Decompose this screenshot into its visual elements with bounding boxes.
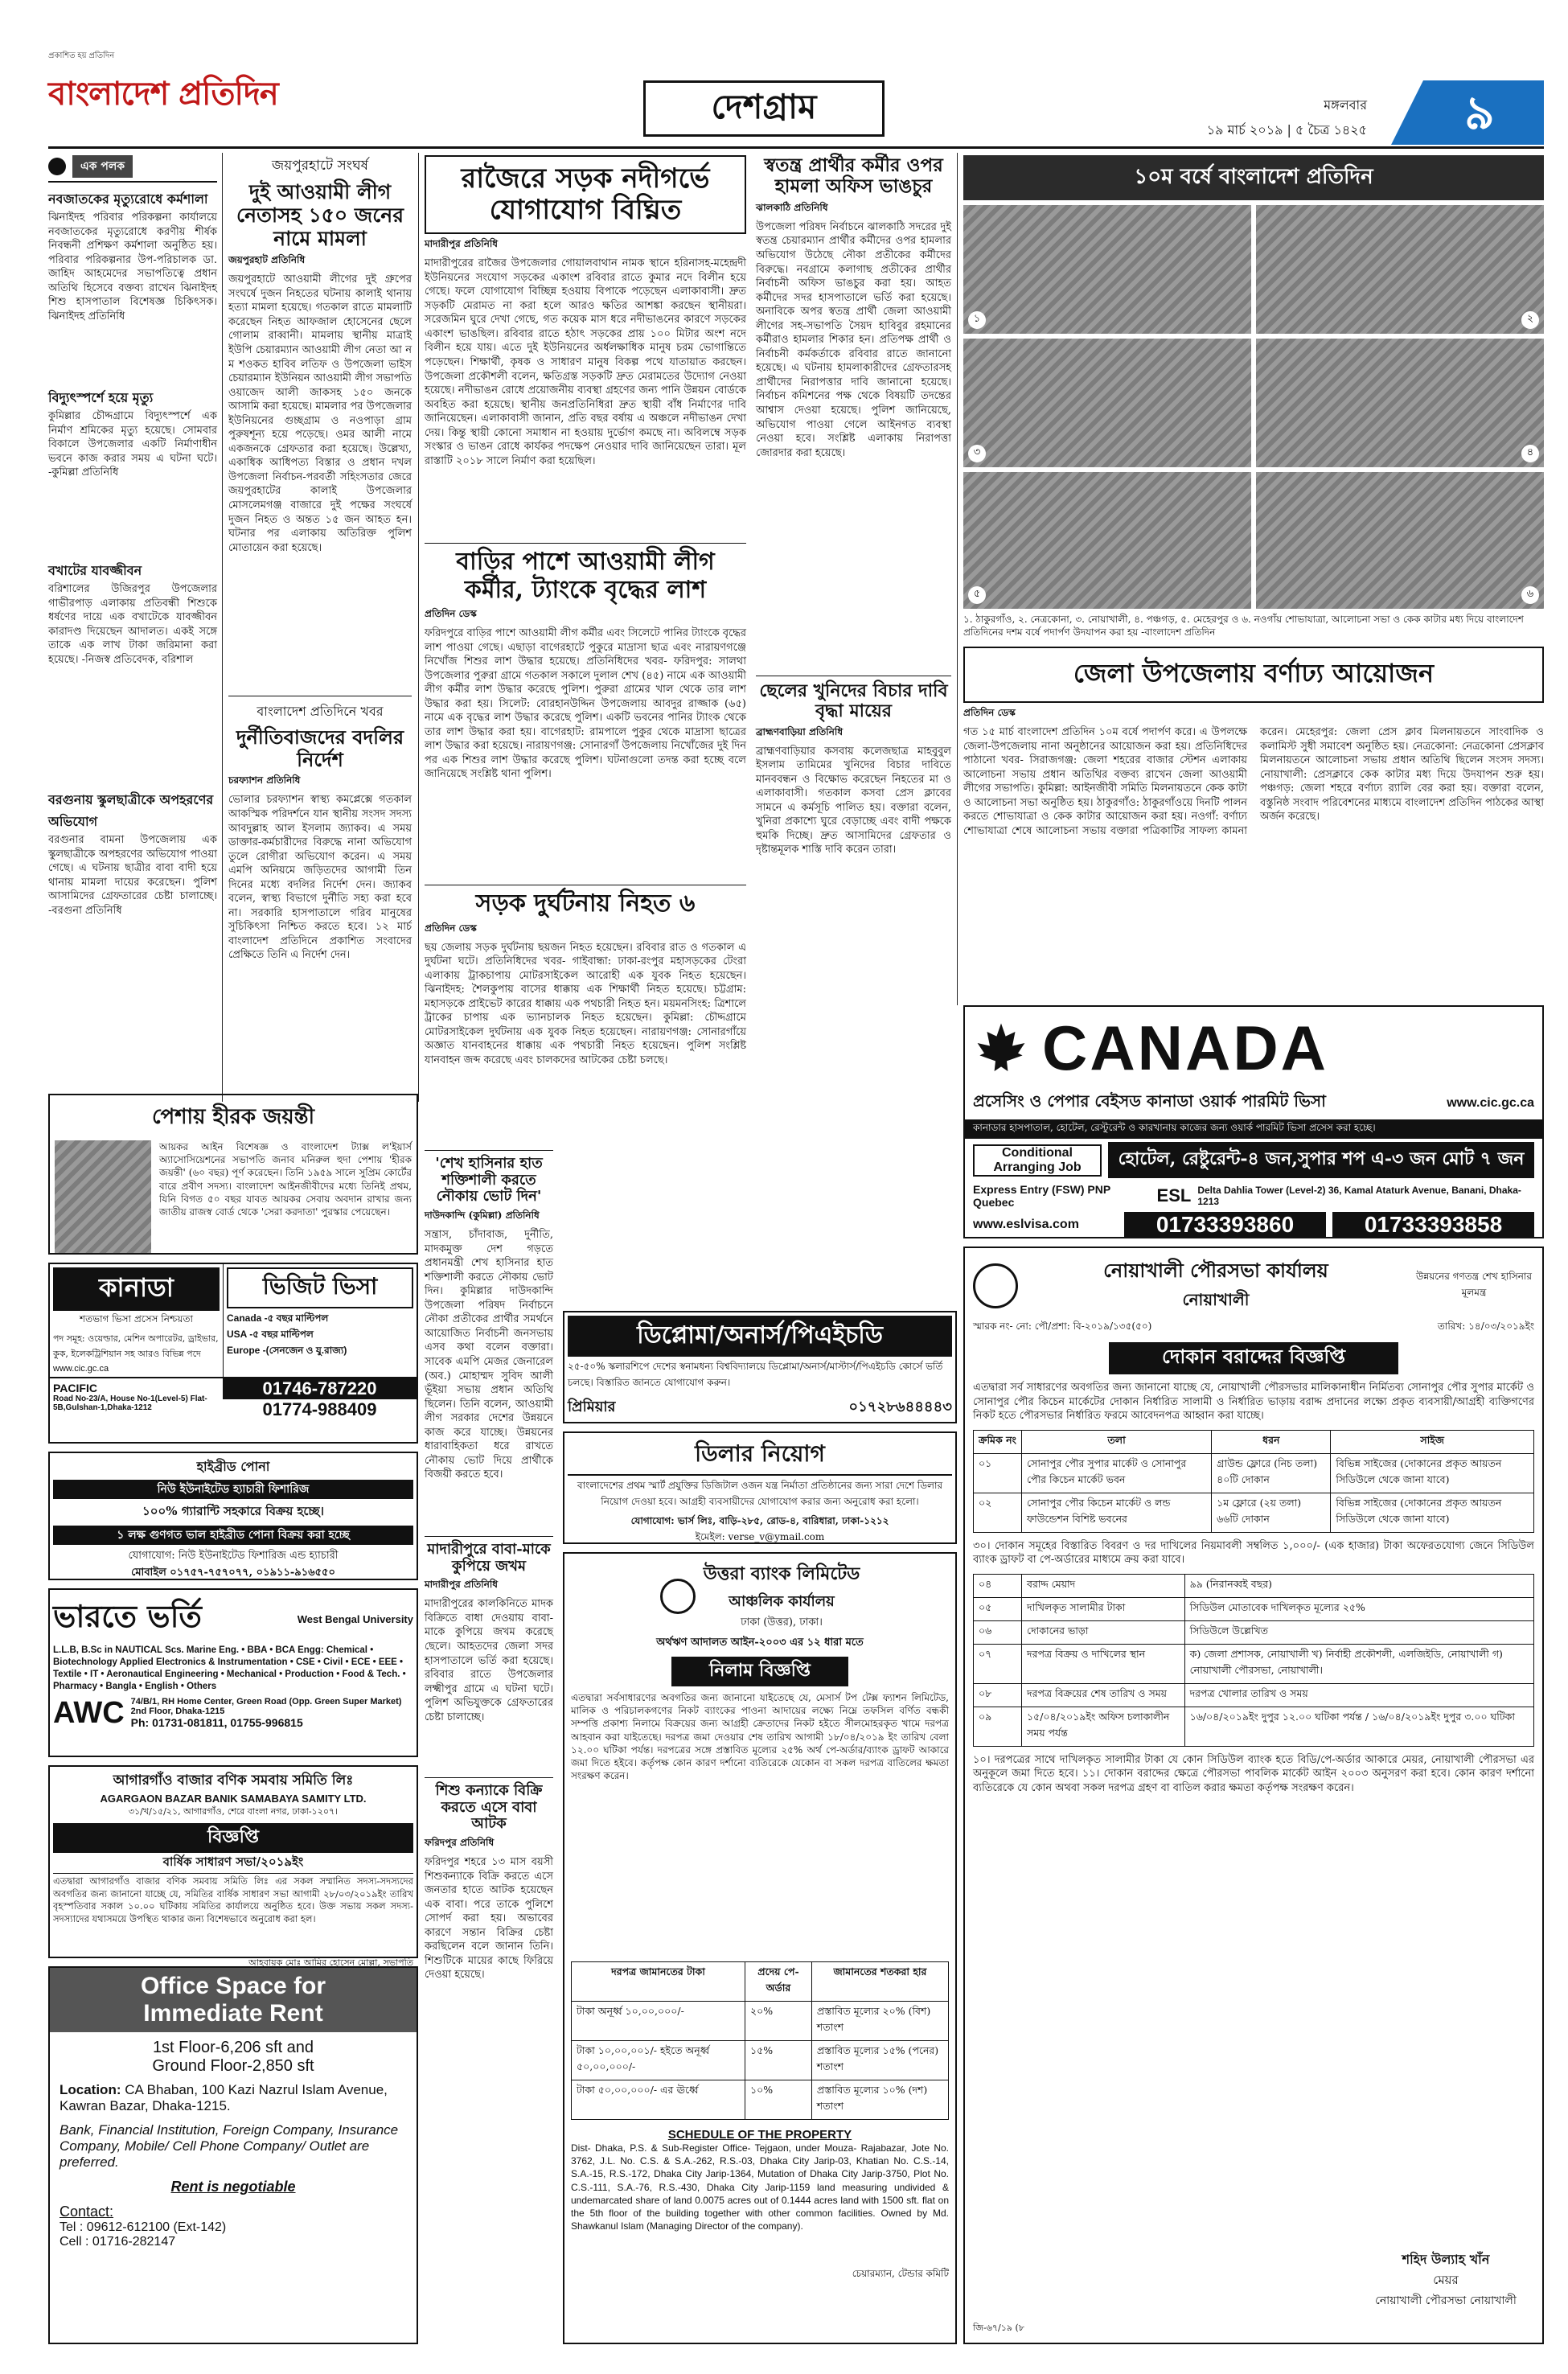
table-cell: দোকানের ভাড়া: [1022, 1620, 1185, 1644]
swatantra-story: [756, 155, 951, 670]
hasina-byline: দাউদকান্দি (কুমিল্লা) প্রতিনিধি: [425, 1210, 540, 1222]
office-title-block: [50, 1968, 417, 2032]
bank-logo-icon: [660, 1579, 696, 1614]
date-block: [1126, 95, 1367, 142]
item-title: বখাটের যাবজ্জীবন: [48, 563, 142, 578]
canada-visa-right: [223, 1264, 417, 1377]
story-body: জয়পুরহাটে আওয়ামী লীগের দুই গ্রুপের সংঘর্ষে দুজন নিহতের ঘটনায় কালাই থানায় হত্যা মামলা হয়েছে। গতকাল রাতে মামলাটি করেছেন নিহত আফজাল হোসেনের ছেলে গোলাম রাব্বানী। মামলায় স্থানীয় মাত্রাই ইউপি চেয়ারম্যান আওয়ামী লীগ নেতা আ ন ম শওকত হাবিব লতিফ ও উপজেলা ভাইস চেয়ারম্যান ইউনিয়ন আওয়ামী লীগ সভাপতি ওয়াজেদ আলী জাকসহ ১৫০ জনকে আসামি করা হয়েছে। মামলার পর উপজেলার ইউনিয়নের গুচ্ছগ্রাম ও নওপাড়া গ্রাম পুরুষশূন্য হয়ে পড়েছে। ওমর আলী নামে একজনকে গ্রেফতার করা হয়েছে। উল্লেখ্য, একাধিক আধিপত্য বিস্তার ও প্রধান দখল উপজেলা নির্বাচন-পরবর্তী সহিংসতার জেরে জয়পুরহাটের কালাই উপজেলার মোসলেমগঞ্জ বাজারে দুই পক্ষের সংঘর্ষে দুজন নিহত ও অন্তত ১৫ জন আহত হন। ঘটনার পর এলাকায় অতিরিক্ত পুলিশ মোতায়েন করা হয়েছে।: [228, 273, 412, 554]
canada-work-web: www.cic.gc.ca: [1447, 1095, 1534, 1110]
accident-story: [425, 885, 746, 1142]
sub-body: ভোলার চরফ্যাশন স্বাস্থ্য কমপ্লেক্সে গতকাল আকস্মিক পরিদর্শনে যান স্থানীয় সংসদ সদস্য আবদুল্লাহ আল ইসলাম জ্যাকব। এ সময় ডাক্তার-কর্মচারীদের বিরুদ্ধে নানা অভিযোগ তুলে রোগীরা অভিযোগ করেন। এ সময় এমপি অনিয়মে জড়িতদের আগামী তিন দিনের মধ্যে বদলির নির্দেশ দেন। জ্যাকব বলেন, স্বাস্থ্য বিভাগে দুর্নীতি সহ্য করা হবে না। সরকারি হাসপাতালে গরিব মানুষের সুচিকিৎসা নিশ্চিত করতে হবে। ১২ মার্চ বাংলাদেশ প্রতিদিনে প্রকাশিত সংবাদের প্রেক্ষিতে তিনি এ নির্দেশ দেন।: [228, 794, 412, 962]
masthead-rule: [48, 146, 1544, 149]
dealer-title: ডিলার নিয়োগ: [568, 1436, 952, 1476]
table-cell: টাকা ১০,০০,০০১/- হইতে অনূর্ধ্ব ৫০,০০,০০০/-: [572, 2041, 745, 2080]
diploma-phone: ০১৭২৮৬৪৪৪৪৩: [848, 1399, 952, 1415]
madaripur-body: মাদারীপুরের কালকিনিতে মাদক বিক্রিতে বাধা দেওয়ায় বাবা-মাকে কুপিয়ে জখম করেছে ছেলে। আহতদের জেলা সদর হাসপাতালে ভর্তি করা হয়েছে। রবিবার রাতে উপজেলার লক্ষ্মীপুর গ্রামে এ ঘটনা ঘটে। পুলিশ অভিযুক্তকে গ্রেফতারের চেষ্টা চালাচ্ছে।: [425, 1598, 553, 1723]
shishu-headline: শিশু কন্যাকে বিক্রি করতে এসে বাবা আটক: [435, 1782, 543, 1833]
hasina-story: [425, 1150, 553, 1528]
photo: [963, 339, 1251, 467]
noakhali-memo: স্মারক নং- নো: পৌ/প্রশা: বি-২০১৯/১৩৫(৫০): [973, 1320, 1152, 1332]
bharat-title: ভারতে ভর্তি: [53, 1598, 202, 1634]
table-header-row: [974, 1430, 1534, 1453]
swatantra-body: উপজেলা পরিষদ নির্বাচনে ঝালকাঠি সদরের দুই স্বতন্ত্র চেয়ারম্যান প্রার্থীর কর্মীদের ওপর হামলার অভিযোগ উঠেছে নৌকা প্রতীকের কর্মীদের বিরুদ্ধে। নবগ্রামে কলাগাছ প্রতীকের প্রার্থীর নির্বাচনী অফিস ভাঙচুর করা হয়। আহত কর্মীদের সদর হাসপাতালে ভর্তি করা হয়েছে। অনাবিকে অপর স্বতন্ত্র প্রার্থী জেলা আওয়ামী লীগের সহ-সভাপতি সৈয়দ হাবিবুর রহমানের কর্মীরাও হামলার শিকার হন। প্রতিপক্ষ প্রার্থী ও নির্বাচনী কর্মকর্তাকে রবিবার রাতে জানানো হয়েছে। এ ঘটনায় হামলাকারীদের গ্রেফতারসহ প্রার্থীদের নিরাপত্তার দাবি জানানো হয়েছে। নির্বাচন কমিশনের পক্ষ থেকে বিষয়টি তদন্তের আশ্বাস দেওয়া হয়েছে। পুলিশ জানিয়েছে, অভিযোগ পাওয়া গেলে আইনগত ব্যবস্থা নেওয়া হবে। সংশ্লিষ্ট এলাকায় নিরাপত্তা জোরদার করা হয়েছে।: [756, 220, 951, 459]
phone-2: 01774-988409: [262, 1399, 377, 1419]
table-cell: ০৬: [974, 1620, 1022, 1644]
table-cell: ০৫: [974, 1597, 1022, 1620]
table-header: জামানতের শতকরা হার: [811, 1962, 948, 2002]
logo-tagline: প্রকাশিত হয় প্রতিদিন: [48, 51, 115, 60]
cheler-story: [756, 676, 951, 973]
bank-branch: আঞ্চলিক কার্যালয়: [729, 1593, 835, 1610]
office-rent-ad: [48, 1966, 418, 2344]
madaripur-headline: মাদারীপুরে বাবা-মাকে কুপিয়ে জখম: [427, 1541, 551, 1575]
canada-visa-left: [50, 1264, 223, 1377]
dealer-email: ইমেইল: verse_v@ymail.com: [695, 1531, 825, 1542]
logo: [48, 50, 289, 138]
sub-byline: চরফ্যাশন প্রতিনিধি: [228, 774, 301, 787]
item-title: নবজাতকের মৃত্যুরোধে কর্মশালা: [48, 191, 208, 207]
bharat-phone: Ph: 01731-081811, 01755-996815: [130, 1716, 303, 1730]
table-cell: টাকা অনূর্ধ্ব ১০,০০,০০০/-: [572, 2002, 745, 2041]
table-header: ধরন: [1212, 1430, 1331, 1453]
story-kicker: জয়পুরহাটে সংঘর্ষ: [272, 158, 368, 174]
accident-body: ছয় জেলায় সড়ক দুর্ঘটনায় ছয়জন নিহত হয়েছেন। রবিবার রাত ও গতকাল এ দুর্ঘটনা ঘটে। প্রতিনিধিদের খবর- গাইবান্ধা: ঢাকা-রংপুর মহাসড়কের টেংরা এলাকায় ট্রাকচাপায় মোটরসাইকেল আরোহী এক যুবক নিহত হয়েছেন। ঝিনাইদহ: শৈলকুপায় বাসের ধাক্কায় এক শিক্ষার্থী নিহত হয়েছে। চট্টগ্রাম: মহাসড়কে প্রাইভেট কারের ধাক্কায় এক পথচারী নিহত হন। ময়মনসিংহ: ত্রিশালে ট্রাকের চাপায় এক ভ্যানচালক নিহত হয়েছেন। কুমিল্লা: চৌদ্দগ্রামে মোটরসাইকেল দুর্ঘটনায় এক যুবক নিহত হয়েছেন। নারায়ণগঞ্জ: সোনারগাঁয়ে অজ্ঞাত যানবাহনের ধাক্কায় এক পথচারী নিহত হয়েছেন। পুলিশ সংশ্লিষ্ট যানবাহন জব্দ করেছে এবং চালকদের আটকের চেষ্টা চলছে।: [425, 941, 746, 1066]
item-body: বরিশালের উজিরপুর উপজেলার গাভীরপাড় এলাকায় প্রতিবন্ধী শিশুকে ধর্ষণের দায়ে এক বখাটেকে যাবজ্জীবন কারাদণ্ড দিয়েছেন আদালত। একই সঙ্গে তাকে এক লাখ টাকা জরিমানা করা হয়েছে। -নিজস্ব প্রতিবেদক, বরিশাল: [48, 583, 217, 666]
schedule-body: Dist- Dhaka, P.S. & Sub-Register Office- Tejgaon, under Mouza- Rajabazar, Jote No. 3762, J.L. No. C.S. & S.A.-262, R.S.-03, Dhaka City Jarip-03, Khatian No. C.S.-14, S.A.-15, R.S.-172, Dhaka City Jarip-1364, Mutation of Dhaka City Jarip-3750, Plot No. C.S.-111, S.A.-76, R.S.-430, Dhaka City Jarip-1159 land measuring undivided & undemarcated share of land 0.0075 acres out of 0.1444 acres land with 1500 sft. flat on the 5th floor of the building together with other common facilities. Owned by Md. Shawkanul Islam (Managing Director of the company).: [571, 2142, 949, 2232]
noakhali-intro: এতদ্বারা সর্ব সাধারণের অবগতির জন্য জানানো যাচ্ছে যে, নোয়াখালী পৌরসভার মালিকানাধীন নির্মিতব্য সোনাপুর পৌর সুপার মার্কেট ও সোনাপুর পৌর কিচেন মার্কেটের দোকান নির্ধারিত সালামী ও নির্ধারিত ভাড়ায় বরাদ্দ প্রদানের লক্ষ্যে প্রকৃত ব্যবসায়ী/আগ্রহী ব্যক্তিগণের নিকট হতে পৌরসভার নির্ধারিত ফরমে আবেদনপত্র আহ্বান করা যাচ্ছে।: [973, 1382, 1534, 1423]
bharat-sub: West Bengal University: [297, 1612, 413, 1625]
chicks-line3: ১ লক্ষ গুণগত ভাল হাইব্রীড পোনা বিক্রয় করা হচ্ছে: [53, 1526, 413, 1545]
agargaon-title-en: AGARGAON BAZAR BANIK SAMABAYA SAMITY LTD.: [100, 1793, 367, 1805]
table-header: সাইজ: [1331, 1430, 1534, 1453]
bank-act: অর্থঋণ আদালত আইন-২০০৩ এর ১২ ধারা মতে: [656, 1637, 864, 1649]
visa-row: Canada -৫ বছর মাল্টিপল: [227, 1312, 329, 1324]
ek-polok-icon: [48, 158, 66, 175]
office-location: CA Bhaban, 100 Kazi Nazrul Islam Avenue, Kawran Bazar, Dhaka-1215.: [60, 2082, 388, 2113]
table-cell: ১০%: [745, 2080, 811, 2120]
signature-title: মেয়র: [1433, 2273, 1459, 2287]
pacific-logo: PACIFIC: [53, 1382, 97, 1394]
table-cell: টাকা ৫০,০০,০০০/- এর ঊর্ধ্বে: [572, 2080, 745, 2120]
sub-headline: দুর্নীতিবাজদের বদলির নির্দেশ: [236, 725, 404, 771]
table-header: প্রদেয় পে-অর্ডার: [745, 1962, 811, 2002]
conditional-job: Conditional Arranging Job: [973, 1144, 1102, 1177]
chicks-title: হাইব্রীড পোনা: [196, 1459, 270, 1474]
canada-work-sub: প্রসেসিং ও পেপার বেইসড কানাডা ওয়ার্ক পারমিট ভিসা: [973, 1091, 1326, 1111]
diploma-ad: [563, 1311, 957, 1423]
swatantra-headline: স্বতন্ত্র প্রার্থীর কর্মীর ওপর হামলা অফিস ভাঙচুর: [764, 154, 943, 198]
noakhali-date: তারিখ: ১৪/০৩/২০১৯ইং: [1437, 1320, 1534, 1332]
anniversary-byline: প্রতিদিন ডেস্ক: [963, 707, 1016, 719]
notice-sign: আহবায়ক মোঃ আমির হোসেন মোল্লা, সভাপতি: [248, 1957, 413, 1968]
bharat-ad: [48, 1588, 418, 1757]
item-body: বরগুনার বামনা উপজেলায় এক স্কুলছাত্রীকে অপহরণের অভিযোগ পাওয়া গেছে। এ ঘটনায় ছাত্রীর বাবা বাদী হয়ে থানায় মামলা দায়ের করেছেন। পুলিশ আসামিদের গ্রেফতারের চেষ্টা চালাচ্ছে। -বরগুনা প্রতিনিধি: [48, 834, 217, 917]
masthead-date: ১৯ মার্চ ২০১৯ | ৫ চৈত্র ১৪২৫: [1206, 122, 1367, 138]
table-row: [572, 2041, 949, 2080]
photo-number: ৫: [968, 586, 986, 604]
anniversary-banner: [963, 155, 1544, 200]
table-cell: ১৫%: [745, 2041, 811, 2080]
item-body: ঝিনাইদহ পরিবার পরিকল্পনা কার্যালয়ে নবজাতকের মৃত্যুরোধে করণীয় শীর্ষক নিবন্ধনী প্রশিক্ষণ কর্মশালা অনুষ্ঠিত হয়। পরিবার পরিকল্পনার উপ-পরিচালক ডা. জাহিদ আহমেদের সভাপতিত্বে প্রধান অতিথি হিসেবে বক্তব্য রাখেন ঝিনাইদহ শিশু হাসপাতাল বিশেষজ্ঞ চিকিৎসক। ঝিনাইদহ প্রতিনিধি: [48, 212, 217, 322]
bank-body: এতদ্বারা সর্বসাধারণের অবগতির জন্য জানানো যাইতেছে যে, মেসার্স টপ টেক্স ফ্যাশন লিমিটেড, মালিক ও পরিচালকগণের নিকট ব্যাংকের পাওনা আদায়ের লক্ষ্যে নিম্নে তফসিল বর্ণিত বন্ধকী সম্পত্তি প্রকাশ্য নিলামে বিক্রয়ের জন্য আগ্রহী ক্রেতাদের নিকট হইতে সীলমোহরকৃত খামে দরপত্র আহবান করা যাইতেছে। দরপত্র জমা দেওয়ার শেষ তারিখ আগামী ১৮/০৪/২০১৯ ইং তারিখ বেলা ১২.০০ ঘটিকা পর্যন্ত। দরপত্রের সঙ্গে প্রস্তাবিত মূল্যের ২৫% অর্থ পে-অর্ডার/ব্যাংক ড্রাফট আকারে জমা দিতে হইবে। কর্তৃপক্ষ কোন কারণ দর্শানো ব্যতিরেকে যেকোন বা সকল দরপত্র বাতিলের ক্ষমতা সংরক্ষণ করেন।: [571, 1692, 949, 1782]
item-title: বরগুনায় স্কুলছাত্রীকে অপহরণের অভিযোগ: [48, 792, 214, 829]
canada-visa-note: পদ সমূহ: ওয়েল্ডার, মেশিন অপারেটর, ড্রাইভার, কুক, ইলেকট্রিশিয়ান সহ আরও বিভিন্ন পদে: [53, 1333, 219, 1359]
table-cell: বিভিন্ন সাইজের (দোকানের প্রকৃত আয়তন সিডিউলে থেকে জানা যাবে): [1331, 1493, 1534, 1532]
photo-number: ১: [968, 311, 986, 329]
table-row: [974, 1683, 1534, 1707]
table-cell: সোনাপুর পৌর সুপার মার্কেট ও সোনাপুর পৌর কিচেন মার্কেট ভবন: [1022, 1453, 1212, 1493]
office-title-1: Office Space for: [140, 1973, 326, 1999]
table-cell: দাখিলকৃত সালামীর টাকা: [1022, 1597, 1185, 1620]
lead-body: মাদারীপুরের রাজৈর উপজেলার গোয়ালবাথান নামক স্থানে হরিনাসহ-মহেন্দ্রদী ইউনিয়নের সংযোগ সড়কের একাংশ রবিবার রাতে কুমার নদে বিলীন হয়ে গেছে। ফলে যোগাযোগ বিচ্ছিন্ন হওয়ায় বিপাকে পড়েছেন এলাকাবাসী। দ্রুত সড়কটি মেরামত না করা হলে আরও ক্ষতির আশঙ্কা করছেন স্থানীয়রা। সরেজমিন ঘুরে দেখা গেছে, গত কয়েক মাস ধরে নদীভাঙনের কারণে সড়কের একাংশ ভাঙছিল। রবিবার রাতে হঠাৎ সড়কের প্রায় ১০০ মিটার অংশ নদে বিলীন হয়ে যায়। এতে দুই ইউনিয়নের অর্ধলক্ষাধিক মানুষ চরম ভোগান্তিতে পড়েছেন। শিক্ষার্থী, কৃষক ও সাধারণ মানুষ বিকল্প পথে যাতায়াত করছেন। উপজেলা প্রকৌশলী বলেন, ক্ষতিগ্রস্ত সড়কটি দ্রুত মেরামতের উদ্যোগ নেওয়া হয়েছে। নদীভাঙন রোধে প্রয়োজনীয় ব্যবস্থা গ্রহণের জন্য পানি উন্নয়ন বোর্ডকে অবহিত করা হয়েছে। স্থানীয় জনপ্রতিনিধিরা দ্রুত স্থায়ী বাঁধ নির্মাণের দাবি জানিয়েছেন। এলাকাবাসী জানান, প্রতি বছর বর্ষায় এ অঞ্চলে নদীভাঙন দেখা দেয়। কিন্তু স্থায়ী কোনো সমাধান না হওয়ায় দুর্ভোগ কমছে না। অবিলম্বে সড়ক সংস্কার ও ভাঙন রোধে কার্যকর পদক্ষেপ নেওয়ার দাবি জানিয়েছেন তারা। মূল রাস্তাটি ২০১৮ সালে নির্মাণ করা হয়েছিল।: [425, 257, 746, 467]
list-item: [48, 189, 217, 381]
dealer-body: বাংলাদেশের প্রথম স্মার্ট প্রযুক্তির ডিজিটাল ওজন যন্ত্র নির্মাতা প্রতিষ্ঠানের জন্য সারা দেশে ডিলার নিয়োগ দেওয়া হবে। আগ্রহী ব্যবসায়ীদের যোগাযোগ করার জন্য অনুরোধ করা হলো।: [577, 1480, 943, 1507]
shishu-story: [425, 1777, 553, 2340]
noakhali-closing: ১০। দরপত্রের সাথে দাখিলকৃত সালামীর টাকা যে কোন সিডিউল ব্যাংক হতে বিডি/পে-অর্ডার আকারে মেয়র, নোয়াখালী পৌরসভা এর অনুকূলে জমা দিতে হবে। ১১। দোকান বরাদ্দের ক্ষেত্রে পৌরসভা পাবলিক মার্কেট আইন ২০০৩ অনুসরণ করা হবে। কোন কারণ দর্শানো ব্যতিরেকে যে কোন অথবা সকল দরপত্র গ্রহণ বা বাতিল করার ক্ষমতা কর্তৃপক্ষ সংরক্ষণ করেন।: [973, 1753, 1534, 1794]
noakhali-motto: উন্নয়নের গণতন্ত্র শেখ হাসিনার মূলমন্ত্র: [1416, 1270, 1532, 1298]
bank-sign: চেয়ারম্যান, টেন্ডার কমিটি: [852, 2268, 949, 2279]
dealer-ad: [563, 1431, 957, 1544]
canada-work-line: কানাডার হাসপাতাল, হোটেল, রেস্টুরেন্ট ও কারখানায় কাজের জন্য ওয়ার্ক পারমিট ভিসা প্রসেস করা হচ্ছে।: [965, 1119, 1542, 1139]
shishu-byline: ফরিদপুর প্রতিনিধি: [425, 1837, 495, 1849]
diploma-title: ডিপ্লোমা/অনার্স/পিএইচডি: [568, 1316, 952, 1357]
phone-1: 01746-787220: [223, 1378, 417, 1399]
ek-polok-list: [48, 189, 217, 1042]
table-cell: দরপত্র বিক্রয় ও দাখিলের স্থান: [1022, 1644, 1185, 1683]
table-cell: ১৬/০৪/২০১৯ইং দুপুর ১২.০০ ঘটিকা পর্যন্ত / ১৬/০৪/২০১৯ইং দুপুর ৩.০০ ঘটিকা: [1184, 1707, 1533, 1746]
office-negotiable: Rent is negotiable: [170, 2179, 296, 2195]
chicks-ad: [48, 1452, 418, 1580]
photo: [1256, 472, 1544, 609]
noakhali-seal-icon: [973, 1263, 1018, 1308]
canada-work-ad: [963, 1005, 1544, 1238]
table-header: দরপত্র জামানতের টাকা: [572, 1962, 745, 2002]
awc-logo: AWC: [53, 1695, 125, 1730]
esl-phone-2: 01733393858: [1332, 1212, 1534, 1238]
logo-text: বাংলাদেশ প্রতিদিন: [48, 75, 278, 113]
lead-headline-box: [425, 155, 746, 234]
canada-visa-sub: শতভাগ ভিসা প্রসেস নিশ্চয়তা: [80, 1313, 193, 1325]
terms-table: [973, 1574, 1534, 1747]
awami-headline: বাড়ির পাশে আওয়ামী লীগ কর্মীর, ট্যাংকে বৃদ্ধের লাশ: [456, 548, 715, 604]
story-byline: জয়পুরহাট প্রতিনিধি: [228, 254, 306, 266]
office-title-2: Immediate Rent: [143, 2000, 323, 2027]
diploma-body: ২৫-৫০% স্কলারশিপে দেশের স্বনামধন্য বিশ্ববিদ্যালয়ে ডিপ্লোমা/অনার্স/মাস্টার্স/পিএইচডি কোর্সে ভর্তি চলছে। বিস্তারিত জানতে যোগাযোগ করুন।: [568, 1361, 943, 1388]
table-row: [572, 2080, 949, 2120]
agargaon-address: ৩১/খ/১৫/২১, আগারগাঁও, শেরে বাংলা নগর, ঢাকা-১২০৭।: [128, 1806, 339, 1817]
table-cell: ০১: [974, 1453, 1022, 1493]
table-row: [974, 1574, 1534, 1597]
sub-kicker: বাংলাদেশ প্রতিদিনে খবর: [257, 704, 384, 720]
noakhali-city: নোয়াখালী: [1182, 1290, 1250, 1309]
photo: [963, 472, 1251, 609]
agargaon-ad: [48, 1765, 418, 1968]
list-item: [48, 388, 217, 554]
list-item: [48, 790, 217, 1042]
photo-caption: ১. ঠাকুরগাঁও, ২. নেত্রকোনা, ৩. নোয়াখালী, ৪. পঞ্চগড়, ৫. মেহেরপুর ও ৬. নওগাঁয় শোভাযাত্রা, আলোচনা সভা ও কেক কাটার মধ্য দিয়ে বাংলাদেশ প্রতিদিনের দশম বর্ষে পদার্পণ উদযাপন করা হয় -বাংলাদেশ প্রতিদিন: [963, 614, 1524, 638]
noakhali-mid: ৩০। দোকান সমূহের বিস্তারিত বিবরণ ও দর দাখিলের নিয়মাবলী সম্বলিত ১,০০০/- (এক হাজার) টাকা অফেরতযোগ্য জেনে সিডিউল ব্যাংক ড্রাফট বা পে-অর্ডারের মাধ্যমে ক্রয় করা যাবে।: [973, 1539, 1534, 1567]
awami-body: ফরিদপুরে বাড়ির পাশে আওয়ামী লীগ কর্মীর এবং সিলেটে পানির ট্যাংকে বৃদ্ধের লাশ পাওয়া গেছে। এছাড়া বাগেরহাটে পুকুরে মাদ্রাসা ছাত্র এবং নারায়ণগঞ্জে নিখোঁজ শিশুর লাশ উদ্ধার হয়েছে। প্রতিনিধিদের খবর- ফরিদপুর: সালথা উপজেলার পুরুরা গ্রামে গতকাল সকালে দুলাল শেখ (৪৫) নামে এক আওয়ামী লীগ কর্মীর লাশ উদ্ধার করেছে পুলিশ। পুরুরা গ্রামের খাল থেকে তার লাশ উদ্ধার করা হয়। সিলেট: বোরহানউদ্দিন উপজেলায় আবদুর রাজ্জাক (৬৫) নামে এক বৃদ্ধের লাশ উদ্ধার করেছে পুলিশ। একটি ভবনের পানির ট্যাংক থেকে তার লাশ উদ্ধার করা হয়। বাগেরহাট: রামপালে পুকুর থেকে মাদ্রাসা ছাত্রের লাশ উদ্ধার করা হয়েছে। নারায়ণগঞ্জ: সোনারগাঁ উপজেলায় নিখোঁজের দুই দিন পর এক শিশুর লাশ উদ্ধার করেছে পুলিশ। ঘটনাগুলো তদন্ত করা হচ্ছে বলে জানিয়েছে সংশ্লিষ্ট থানা পুলিশ।: [425, 627, 746, 781]
awami-story: [425, 543, 746, 881]
notice-title: বিজ্ঞপ্তি: [53, 1823, 413, 1853]
masthead: [0, 0, 1568, 149]
awami-byline: প্রতিদিন ডেস্ক: [425, 608, 477, 619]
signature-name: শহিদ উল্যাহ খাঁন: [1402, 2252, 1490, 2267]
masthead-day: মঙ্গলবার: [1324, 97, 1367, 113]
table-cell: ০৪: [974, 1574, 1022, 1597]
noakhali-notice-title: দোকান বরাদ্দের বিজ্ঞপ্তি: [1109, 1342, 1398, 1374]
anniversary-section: [963, 155, 1544, 1000]
table-row: [572, 2002, 949, 2041]
table-cell: প্রস্তাবিত মূল্যের ১৫% (পনের) শতাংশ: [811, 2041, 948, 2080]
anniversary-body: গত ১৫ মার্চ বাংলাদেশ প্রতিদিন ১০ম বর্ষে পদার্পণ করে। এ উপলক্ষে জেলা-উপজেলায় নানা অনুষ্ঠানের আয়োজন করা হয়। প্রতিনিধিদের পাঠানো খবর- সিরাজগঞ্জ: জেলা শহরের বাজার স্টেশন এলাকায় আলোচনা সভায় প্রধান অতিথির বক্তব্য রাখেন জেলা আওয়ামী লীগের সভাপতি। কুমিল্লা: আইনজীবী সমিতি মিলনায়তনে কেক কাটা ও আলোচনা সভা অনুষ্ঠিত হয়। ঠাকুরগাঁও: ঠাকুরগাঁওয়ে দিনটি পালন করতে শোভাযাত্রা ও কেক কাটার আয়োজন করা হয়। নওগাঁ: বর্ণাঢ্য শোভাযাত্রা শেষে আলোচনা সভায় বক্তারা পত্রিকাটির সাফল্য কামনা করেন। মেহেরপুর: জেলা প্রেস ক্লাব মিলনায়তনে সাংবাদিক ও কলামিস্ট সুধী সমাবেশ অনুষ্ঠিত হয়। নেত্রকোনা: নেত্রকোনা প্রেসক্লাব মিলনায়তনে আলোচনা সভায় প্রধান অতিথি ছিলেন সংসদ সদস্য। নোয়াখালী: প্রেসক্লাবে কেক কাটার মধ্য দিয়ে উদযাপন শুরু হয়। পঞ্চগড়: জেলা শহরে বর্ণাঢ্য র‍্যালি বের করা হয়। বক্তারা বলেন, বস্তুনিষ্ঠ সংবাদ পরিবেশনের মাধ্যমে বাংলাদেশ প্রতিদিন পাঠকের আস্থা অর্জন করেছে।: [963, 726, 1544, 838]
jayanti-ad: [48, 1094, 418, 1255]
photo-grid: [963, 205, 1544, 609]
table-cell: ০২: [974, 1493, 1022, 1532]
chicks-phone: মোবাইল ০১৭৫৭-৭৫৭০৭৭, ০১৯১১-৯১৬৫৫০: [131, 1567, 335, 1579]
table-cell: সিডিউল মোতাবেক দাখিলকৃত মূল্যের ২৫%: [1184, 1597, 1533, 1620]
job-list: হোটেল, রেষ্টুরেন্ট-৪ জন,সুপার শপ এ-৩ জন মোট ৭ জন: [1108, 1142, 1534, 1178]
cheler-body: ব্রাহ্মণবাড়িয়ার কসবায় কলেজছাত্র মাহবুবুল ইসলাম তামিমের খুনিদের বিচার দাবিতে মানববন্ধন ও বিক্ষোভ করেছেন নিহতের মা ও এলাকাবাসী। গতকাল কসবা প্রেস ক্লাবের সামনে এ কর্মসূচি পালিত হয়। বক্তারা বলেন, খুনিরা প্রকাশ্যে ঘুরে বেড়াচ্ছে এবং বাদী পক্ষকে হুমকি দিচ্ছে। দ্রুত আসামিদের গ্রেফতার ও দৃষ্টান্তমূলক শাস্তি দাবি করেন তারা।: [756, 745, 951, 856]
madaripur-byline: মাদারীপুর প্রতিনিধি: [425, 1579, 499, 1591]
table-cell: ০৯: [974, 1707, 1022, 1746]
photo: [1256, 205, 1544, 334]
ad-code: জি-৬৭/১৯ (৮: [973, 2323, 1024, 2333]
table-cell: দরপত্র খোলার তারিখ ও সময়: [1184, 1683, 1533, 1707]
table-cell: ০৮: [974, 1683, 1022, 1707]
visa-row: USA -৫ বছর মাল্টিপল: [227, 1329, 314, 1340]
accident-headline: সড়ক দুর্ঘটনায় নিহত ৬: [475, 889, 696, 918]
chicks-line2: ১০০% গ্যারান্টি সহকারে বিক্রয় হচ্ছে।: [142, 1504, 324, 1518]
photo-number: ৪: [1521, 445, 1539, 462]
table-row: [974, 1620, 1534, 1644]
table-row: [974, 1644, 1534, 1683]
chicks-contact: যোগাযোগ: নিউ ইউনাইটেড ফিশারিজ এন্ড হ্যাচারী: [128, 1550, 339, 1562]
anniversary-headline-box: [963, 647, 1544, 703]
table-cell: ৯৯ (নিরানব্বই বছর): [1184, 1574, 1533, 1597]
bank-deposit-table: [571, 1961, 949, 2120]
esl-phone-1: 01733393860: [1124, 1212, 1326, 1238]
jayanti-body: আয়কর আইন বিশেষজ্ঞ ও বাংলাদেশ ট্যাক্স ল'ইয়ার্স অ্যাসোসিয়েশনের সভাপতি জনাব মনিরুল হুদা পেশায় 'হীরক জয়ন্তী' (৬০ বছর) পূর্ণ করেছেন। তিনি ১৯৫৯ সালে সুপ্রিম কোর্টের বারে প্রবীণ সদস্য। বাংলাদেশ আইনজীবীদের মধ্যে তিনিই প্রথম, যিনি বিগত ৫০ বছর যাবত আয়কর সেবায় অবদান রাখার জন্য জাতীয় রাজস্ব বোর্ড থেকে 'সেরা করদাতা' পুরস্কার পেয়েছেন।: [159, 1141, 412, 1218]
visit-visa-title: ভিজিট ভিসা: [227, 1267, 413, 1308]
anniversary-headline: জেলা উপজেলায় বর্ণাঢ্য আয়োজন: [1073, 658, 1435, 689]
photo: [963, 205, 1251, 334]
noakhali-notice: [963, 1247, 1544, 2344]
ek-polok-label: এক পলক: [72, 155, 133, 178]
maple-leaf-icon: [973, 1021, 1029, 1077]
page-number: ৯: [1464, 85, 1495, 140]
table-row: [974, 1707, 1534, 1746]
jayanti-title: পেশায় হীরক জয়ন্তী: [151, 1105, 315, 1129]
pacific-address: Road No-23/A, House No-1(Level-5) Flat-5B,Gulshan-1,Dhaka-1212: [53, 1394, 207, 1412]
cheler-byline: ব্রাহ্মণবাড়িয়া প্রতিনিধি: [756, 725, 844, 737]
canada-visa-heading: কানাডা: [53, 1267, 220, 1311]
esl-logo: ESL: [1156, 1185, 1192, 1205]
ek-polok-header: [48, 155, 217, 183]
photo: [1256, 339, 1544, 467]
table-row: [974, 1597, 1534, 1620]
hasina-headline: 'শেখ হাসিনার হাত শক্তিশালী করতে নৌকায় ভোট দিন': [435, 1155, 543, 1205]
lead-headline: রাজৈরে সড়ক নদীগর্ভে যোগাযোগ বিঘ্নিত: [461, 162, 710, 227]
esl-site: www.eslvisa.com: [973, 1218, 1079, 1231]
item-body: কুমিল্লার চৌদ্দগ্রামে বিদ্যুৎস্পর্শে এক নির্মাণ শ্রমিকের মৃত্যু হয়েছে। সোমবার বিকালে উপজেলার একটি নির্মাণাধীন ভবনে কাজ করার সময় এ ঘটনা ঘটে। -কুমিল্লা প্রতিনিধি: [48, 410, 217, 479]
office-floor-2: Ground Floor-2,850 sft: [152, 2057, 314, 2075]
signature-org: নোয়াখালী পৌরসভা নোয়াখালী: [1375, 2294, 1517, 2307]
table-cell: দরপত্র বিক্রয়ের শেষ তারিখ ও সময়: [1022, 1683, 1185, 1707]
bank-city: ঢাকা (উত্তর), ঢাকা।: [741, 1616, 823, 1629]
table-cell: ক) জেলা প্রশাসক, নোয়াখালী খ) নির্বাহী প্রকৌশলী, এলজিইডি, নোয়াখালী গ) নোয়াখালী পৌরসভা, নোয়াখালী।: [1184, 1644, 1533, 1683]
office-cell: Cell : 01716-282147: [60, 2235, 176, 2249]
table-cell: সিডিউলে উল্লেখিত: [1184, 1620, 1533, 1644]
table-header: তলা: [1022, 1430, 1212, 1453]
table-header: ক্রমিক নং: [974, 1430, 1022, 1453]
table-cell: প্রস্তাবিত মূল্যের ২০% (বিশ) শতাংশ: [811, 2002, 948, 2041]
bharat-address: 74/B/1, RH Home Center, Green Road (Opp. Green Super Market) 2nd Floor, Dhaka-1215: [130, 1697, 402, 1717]
anniversary-banner-text: ১০ম বর্ষে বাংলাদেশ প্রতিদিন: [1134, 165, 1373, 189]
table-cell: ২০%: [745, 2002, 811, 2041]
bharat-courses: L.L.B, B.Sc in NAUTICAL Scs. Marine Eng. • BBA • BCA Engg: Chemical • Biotechnology Applied Electronics & Instrumentation • CSE • Civil • ECE • EEE • Textile • IT • Aeronautical Engineering • Mechanical • Production • Food & Tech. • Pharmacy • Bangla • English • Others: [53, 1645, 406, 1691]
canada-visa-ad: [48, 1263, 418, 1444]
madaripur-story: [425, 1536, 553, 1769]
photo-number: ২: [1521, 311, 1539, 329]
table-cell: গ্রাউন্ড ফ্লোরে (নিচ তলা) ৪০টি দোকান: [1212, 1453, 1331, 1493]
office-preferred: Bank, Financial Institution, Foreign Company, Insurance Company, Mobile/ Cell Phone Company/ Outlet are preferred.: [60, 2122, 399, 2170]
uttara-bank-notice: [563, 1552, 957, 2344]
bank-name: উত্তরা ব্যাংক লিমিটেড: [703, 1563, 860, 1584]
bank-notice-title: নিলাম বিজ্ঞপ্তি: [671, 1657, 848, 1686]
notice-sub: বার্ষিক সাধারণ সভা/২০১৯ইং: [53, 1853, 413, 1874]
table-row: [974, 1453, 1534, 1493]
list-item: [48, 561, 217, 783]
shop-table: [973, 1430, 1534, 1533]
cheler-headline: ছেলের খুনিদের বিচার দাবি বৃদ্ধা মায়ের: [759, 680, 948, 722]
table-row: [974, 1493, 1534, 1532]
table-cell: সোনাপুর পৌর কিচেন মার্কেট ও লন্ড ফাউন্ডেশন বিশিষ্ট ভবনের: [1022, 1493, 1212, 1532]
table-cell: ১ম ফ্লোরে (২য় তলা) ৬৬টি দোকান: [1212, 1493, 1331, 1532]
section-title-box: [643, 80, 885, 137]
table-cell: বরাদ্দ মেয়াদ: [1022, 1574, 1185, 1597]
hasina-body: সন্ত্রাস, চাঁদাবাজ, দুর্নীতি, মাদকমুক্ত দেশ গড়তে প্রধানমন্ত্রী শেখ হাসিনার হাত শক্তিশালী করতে নৌকায় ভোট দিন। কুমিল্লার দাউদকান্দি উপজেলা পরিষদ নির্বাচনে নৌকা প্রতীকের প্রার্থীর সমর্থনে আয়োজিত নির্বাচনী জনসভায় এসব কথা বলেন বক্তারা। সাবেক এমপি মেজর জেনারেল (অব.) মোহাম্মদ সুবিদ আলী ভূঁইয়া সভায় প্রধান অতিথি ছিলেন। তিনি বলেন, আওয়ামী লীগ সরকার দেশের উন্নয়নে কাজ করে যাচ্ছে। উন্নয়নের ধারাবাহিকতা ধরে রাখতে নৌকায় ভোট দিয়ে প্রার্থীকে বিজয়ী করতে হবে।: [425, 1229, 553, 1481]
item-title: বিদ্যুৎস্পর্শে হয়ে মৃত্যু: [48, 390, 154, 405]
schedule-title: SCHEDULE OF THE PROPERTY: [667, 2128, 852, 2142]
accident-byline: প্রতিদিন ডেস্ক: [425, 922, 477, 934]
table-cell: ০৭: [974, 1644, 1022, 1683]
ek-polok-column: [48, 155, 217, 1088]
office-location-label: Location:: [60, 2082, 121, 2097]
joypurhat-story: [228, 155, 412, 1088]
dealer-contact: যোগাযোগ: ভার্স লিঃ, বাড়ি-২৮৫, রোড-৪, বারিধারা, ঢাকা-১২১২: [630, 1515, 889, 1526]
noakhali-office: নোয়াখালী পৌরসভা কার্যালয়: [1103, 1259, 1328, 1282]
canada-visa-web: www.cic.gc.ca: [53, 1364, 109, 1374]
table-cell: প্রস্তাবিত মূল্যের ১০% (দশ) শতাংশ: [811, 2080, 948, 2120]
diploma-brand: প্রিমিয়ার: [568, 1399, 616, 1415]
photo-number: ৬: [1521, 586, 1539, 604]
office-contact-label: Contact:: [60, 2204, 114, 2220]
story-headline: দুই আওয়ামী লীগ নেতাসহ ১৫০ জনের নামে মামলা: [236, 180, 404, 250]
express-entry: Express Entry (FSW) PNP Quebec: [973, 1183, 1110, 1209]
office-floor-1: 1st Floor-6,206 sft and: [152, 2039, 314, 2056]
table-cell: বিভিন্ন সাইজের (দোকানের প্রকৃত আয়তন সিডিউলে থেকে জানা যাবে): [1331, 1453, 1534, 1493]
lead-byline: মাদারীপুর প্রতিনিধি: [425, 238, 499, 250]
table-header-row: [572, 1962, 949, 2002]
table-cell: ১৫/০৪/২০১৯ইং অফিস চলাকালীন সময় পর্যন্ত: [1022, 1707, 1185, 1746]
office-tel: Tel : 09612-612100 (Ext-142): [60, 2220, 227, 2234]
canada-work-title: CANADA: [1042, 1012, 1328, 1083]
agargaon-title: আগারগাঁও বাজার বণিক সমবায় সমিতি লিঃ: [113, 1772, 354, 1789]
lead-story: [425, 155, 746, 533]
portrait: [55, 1140, 151, 1253]
section-title: দেশগ্রাম: [711, 86, 817, 126]
chicks-line1: নিউ ইউনাইটেড হ্যাচারী ফিশারিজ: [53, 1480, 413, 1499]
photo-number: ৩: [968, 445, 986, 462]
shishu-body: ফরিদপুর শহরে ১৩ মাস বয়সী শিশুকন্যাকে বিক্রি করতে এসে জনতার হাতে আটক হয়েছেন এক বাবা। পরে তাকে পুলিশে সোপর্দ করা হয়। অভাবের কারণে সন্তান বিক্রির চেষ্টা করছিলেন বলে জানান তিনি। শিশুটিকে মায়ের কাছে ফিরিয়ে দেওয়া হয়েছে।: [425, 1856, 553, 1982]
visa-row: Europe -(সেনজেন ও যু.রাজ্য): [227, 1345, 347, 1356]
esl-address: Delta Dahlia Tower (Level-2) 36, Kamal Ataturk Avenue, Banani, Dhaka-1213: [1197, 1185, 1521, 1207]
swatantra-byline: ঝালকাঠি প্রতিনিধি: [756, 201, 828, 213]
notice-body: এতদ্বারা আগারগাঁও বাজার বণিক সমবায় সমিতি লিঃ এর সকল সম্মানিত সদস্য-সদস্যদের অবগতির জন্য জানানো যাচ্ছে যে, সমিতির বার্ষিক সাধারণ সভা আগামী ২৮/০৩/২০১৯ইং তারিখ বৃহস্পতিবার সকাল ১০.০০ ঘটিকায় সমিতির কার্যালয়ে অনুষ্ঠিত হবে। উক্ত সভায় সকল সদস্য-সদস্যাদের যথাসময়ে উপস্থিত থাকার জন্য বিশেষভাবে অনুরোধ করা হল।: [53, 1875, 413, 1924]
